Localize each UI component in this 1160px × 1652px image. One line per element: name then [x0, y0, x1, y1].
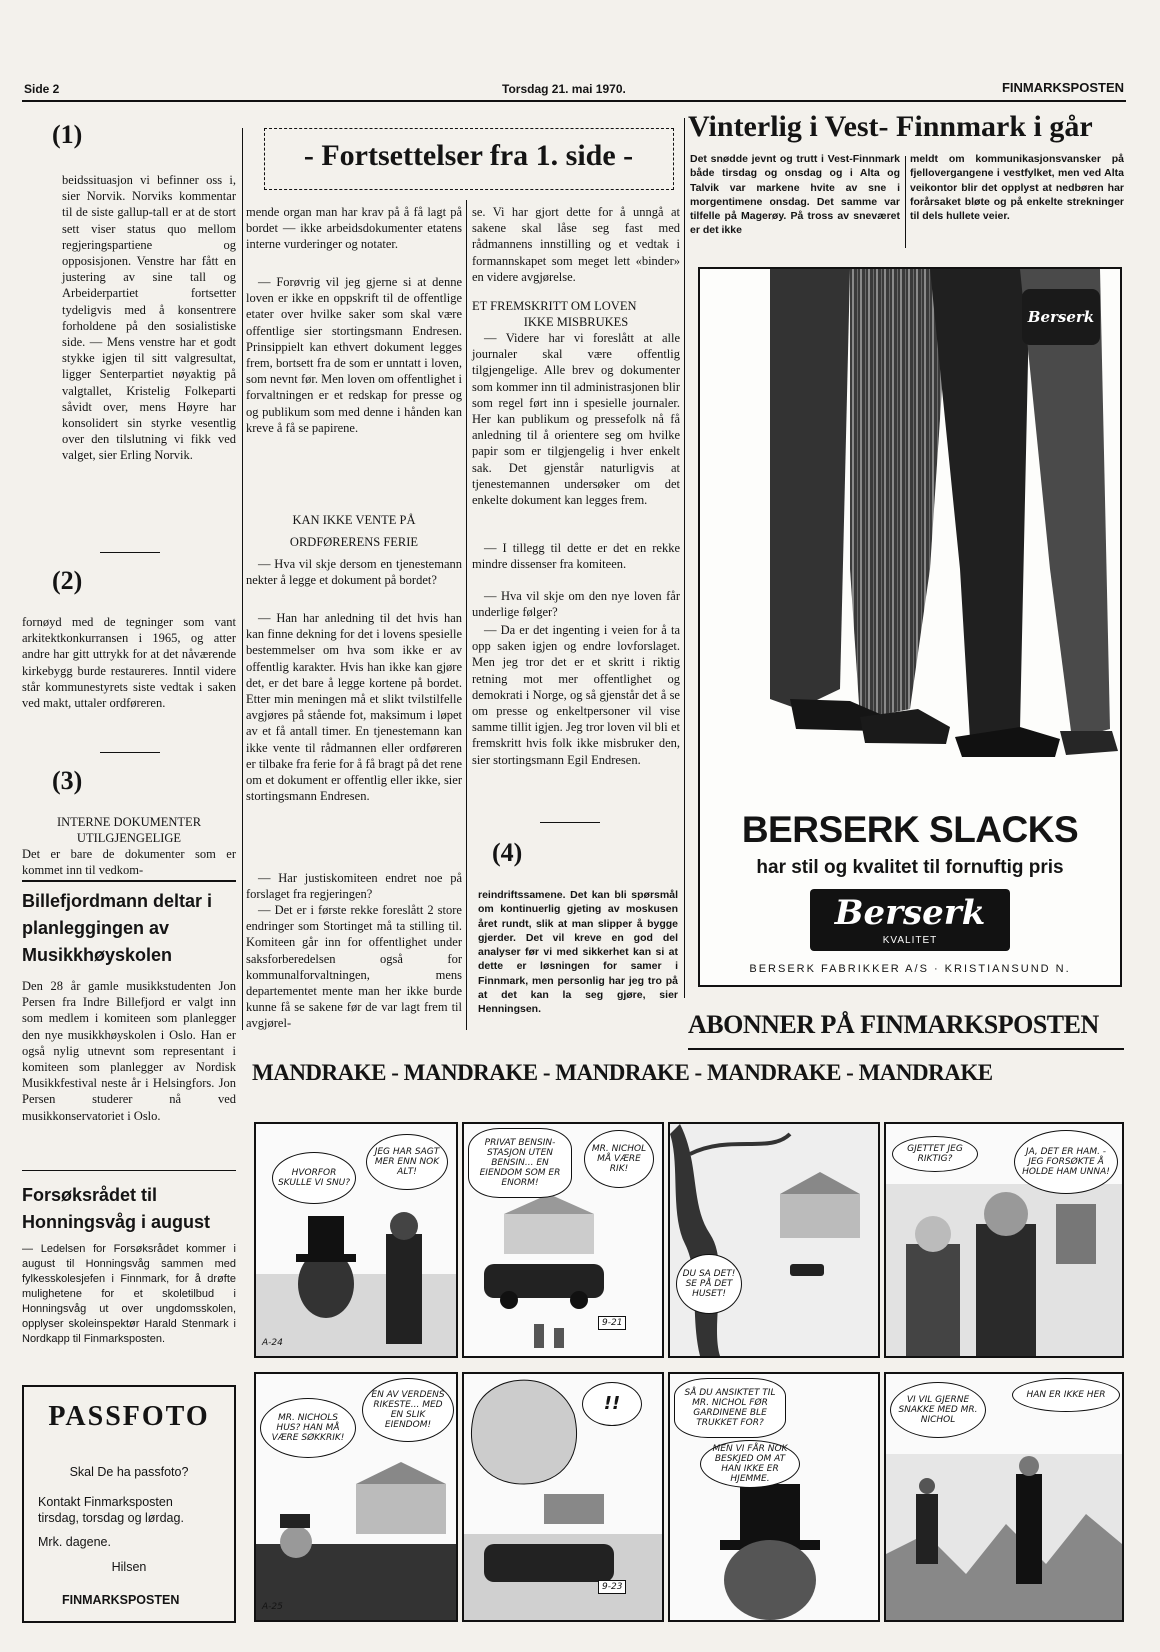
paper-name: FINMARKSPOSTEN — [1001, 80, 1124, 95]
trousers-photo — [700, 269, 1120, 809]
panel-art — [670, 1124, 878, 1356]
panel-code: A-24 — [262, 1338, 283, 1348]
passfoto-line2: Kontakt Finmarksposten — [38, 1495, 173, 1509]
subhead-interne: INTERNE DOKUMENTER — [56, 815, 202, 829]
ad-footer: BERSERK FABRIKKER A/S · KRISTIANSUND N. — [749, 963, 1071, 975]
passfoto-line5: Hilsen — [111, 1560, 147, 1574]
column-rule — [905, 156, 906, 248]
passfoto-title: PASSFOTO — [48, 1401, 210, 1432]
abonner-banner: ABONNER PÅ FINMARKSPOSTEN — [688, 1010, 1099, 1039]
article-forsoksradet: — Ledelsen for Forsøksrådet kommer i august til Honningsvåg sammen med fylkesskolesjefen i Finnmark, for å drøfte mulighetene for et skoletilbud i Honningsvåg ut over ungdomsskolen, opplyser skoleinspektør Harald Stenmark i Nordkapp til Finmarksposten. — [22, 1243, 236, 1345]
column-rule — [242, 128, 243, 1030]
continuation-2-text: fornøyd med de tegninger som vant arkitektkonkurransen i 1965, og atter andre har gitt uttrykk for at det nåværende kirkebygg burde restaureres. Inntil videre står kommunestyrets siste vedtak i saken ved makt, uttaler ordføreren. — [22, 615, 236, 711]
berserk-logo-big — [810, 889, 1010, 951]
speech-bubble: JA, DET ER HAM. - JEG FORSØKTE Å HOLDE HAM UNNA! — [1014, 1130, 1118, 1194]
berserk-logo-sub: KVALITET — [882, 935, 938, 946]
vinterlig-text-left: Det snødde jevnt og trutt i Vest-Finnmark både tirsdag og onsdag og i Alta og Talvik var markene hvite av sne i morgentimene onsdag. Det samme var tilfelle på Magerøy. På tross av sneværet er det ikke — [690, 153, 900, 237]
masthead-rule — [22, 100, 1126, 102]
panel-code: 9-23 — [598, 1580, 626, 1594]
fortsettelse-colA-5: — Har justiskomiteen endret noe på forslaget fra regjeringen? — [246, 871, 462, 902]
section-number-2: (2) — [52, 566, 83, 595]
ad-tagline: har stil og kvalitet til fornuftig pris — [756, 857, 1064, 878]
passfoto-line6: FINMARKSPOSTEN — [62, 1593, 180, 1607]
berserk-logo-small: Berserk — [1022, 289, 1100, 345]
passfoto-ad — [22, 1385, 236, 1623]
comic-panel-6 — [462, 1372, 664, 1622]
fortsettelser-title: - Fortsettelser fra 1. side - — [303, 139, 634, 172]
speech-bubble: HVORFOR SKULLE VI SNU? — [272, 1152, 356, 1204]
abonner-rule — [688, 1048, 1124, 1050]
speech-bubble: DU SA DET! SE PÅ DET HUSET! — [676, 1254, 742, 1314]
passfoto-line4: Mrk. dagene. — [38, 1535, 111, 1549]
comic-panel-8 — [884, 1372, 1124, 1622]
divider — [22, 880, 236, 882]
page-number: Side 2 — [24, 82, 60, 96]
headline-billefjordmann: Billefjordmann deltar i planleggingen av Musikkhøyskolen — [22, 891, 213, 965]
ad-headline: BERSERK SLACKS — [741, 809, 1079, 850]
fortsettelse-colB-6: reindriftssamene. Det kan bli spørsmål om kontinuerlig gjeting av moskusen året rundt, slik at man slipper å bygge gjerder. Det vil kreve en god del analyser før vi med sikkerhet kan si at dette er løsningen for samer i Finnmark, men personlig har jeg tro på at det kan la seg gjøre, sier Henningsen. — [478, 889, 678, 1016]
subhead-fremskritt: ET FREMSKRITT OM LOVEN — [472, 299, 637, 313]
fortsettelse-colB-3: — I tillegg til dette er det en rekke mindre dissenser fra komiteen. — [472, 541, 680, 572]
speech-bubble: !! — [582, 1382, 642, 1426]
panel-code: 9-21 — [598, 1316, 626, 1330]
speech-bubble: PRIVAT BENSIN-STASJON UTEN BENSIN... EN EIENDOM SOM ER ENORM! — [468, 1128, 572, 1198]
divider — [100, 552, 160, 553]
speech-bubble: MR. NICHOL MÅ VÆRE RIK! — [584, 1130, 654, 1188]
subhead-utilgjengelige: UTILGJENGELIGE — [76, 831, 182, 845]
speech-bubble: VI VIL GJERNE SNAKKE MED MR. NICHOL — [890, 1382, 986, 1438]
fortsettelse-colA-1: mende organ man har krav på å få lagt på bordet — ikke arbeidsdokumenter etatens interne vurderinger og notater. — [246, 205, 462, 252]
section-number-3: (3) — [52, 766, 83, 795]
berserk-ad — [698, 267, 1122, 987]
comic-title: MANDRAKE - MANDRAKE - MANDRAKE - MANDRAKE - MANDRAKE — [252, 1060, 993, 1085]
speech-bubble: HAN ER IKKE HER — [1012, 1378, 1120, 1412]
fortsettelse-colA-3: — Hva vil skje dersom en tjenestemann nekter å legge et dokument på bordet? — [246, 557, 462, 588]
comic-panel-5 — [254, 1372, 458, 1622]
subhead-ordforerens-ferie: ORDFØRERENS FERIE — [289, 535, 419, 549]
section-number-1: (1) — [52, 120, 83, 149]
speech-bubble: GJETTET JEG RIKTIG? — [892, 1136, 978, 1172]
comic-panel-1 — [254, 1122, 458, 1358]
comic-panel-7 — [668, 1372, 880, 1622]
divider — [100, 752, 160, 753]
passfoto-line1: Skal De ha passfoto? — [69, 1465, 189, 1479]
comic-panel-2 — [462, 1122, 664, 1358]
speech-bubble: JEG HAR SAGT MER ENN NOK ALT! — [366, 1134, 448, 1190]
issue-date: Torsdag 21. mai 1970. — [502, 82, 626, 96]
divider — [540, 822, 600, 823]
section-number-4: (4) — [492, 838, 523, 867]
column-rule — [684, 118, 685, 998]
column-rule — [466, 200, 467, 1030]
berserk-logo-text: Berserk — [834, 893, 986, 933]
continuation-1-text: beidssituasjon vi befinner oss i, sier Norvik. Norviks kommentar til de siste gallup-tall er at de stort sett viser status quo mellom regjeringspartiene og opposisjonen. Venstre har fått en justering av sine tall og Arbeiderpartiet fortsetter tydeligvis med å konsentrere forholdene på den sosialistiske side. — Mens venstre har et godt stykke igjen til sitt valgresultat, ligger Senterpartiet nøyaktig på valgtallet, Kristelig Folkeparti såvidt over, mens Høyre har konsolidert sin styrke vesentlig over den tilslutning vi fikk ved valget, sier Erling Norvik. — [62, 173, 236, 463]
speech-bubble: MEN VI FÅR NOK BESKJED OM AT HAN IKKE ER HJEMME. — [700, 1440, 800, 1488]
fortsettelse-colA-4: — Han har anledning til det hvis han kan finne dekning for det i lovens spesielle bestemmelser om hva som ikke er av offentlig karakter. Hvis han ikke kan gjøre det, er det bare å legge kortene på bordet. Etter min meningen må et slikt tvilstilfelle avgjøres på stående fot, maksimum i løpet av et få antall timer. En tjenestemann kan ikke vente til rådmannen eller ordføreren er tilbake fra ferie for å få bragt på det rene om et dokument er offentlig eller ikke, sier stortingsmann Endresen. — [246, 611, 462, 804]
panel-code: A-25 — [262, 1602, 283, 1612]
vinterlig-text-right: meldt om kommunikasjonsvansker på fjellovergangene i vestfylket, men ved Alta veikontor blir det opplyst at nedbøren har forårsaket bløte og på enkelte strekninger til dels hullete veier. — [910, 153, 1124, 223]
fortsettelse-colB-4: — Hva vil skje om den nye loven får underlige følger? — [472, 589, 680, 620]
fortsettelse-colB-1: se. Vi har gjort dette for å unngå at sakene skal låse seg fast med rådmannens innstilling og et vedtak i formannskapet som meget lett «binder» en videre avgjørelse. — [472, 205, 680, 284]
passfoto-line3: tirsdag, torsdag og lørdag. — [38, 1511, 184, 1525]
subhead-misbrukes: IKKE MISBRUKES — [523, 315, 629, 329]
divider — [22, 1170, 236, 1171]
speech-bubble: EN AV VERDENS RIKESTE... MED EN SLIK EIENDOM! — [362, 1378, 454, 1442]
subhead-kan-ikke-vente: KAN IKKE VENTE PÅ — [292, 513, 416, 527]
continuation-3-text: Det er bare de dokumenter som er kommet inn til vedkom- — [22, 847, 236, 878]
comic-panel-3 — [668, 1122, 880, 1358]
fortsettelse-colB-2: — Videre har vi foreslått at alle journaler skal være offentlig tilgjengelige. Alle brev og dokumenter som kommer inn til administrasjonen blir som regel ført inn i spesielle journaler. Her kan publikum og pressefolk nå få anledning til å orientere seg om hvilke papir som er tilgjengelig i hver enkelt sak. Det gjenstår naturligvis at tjenestemannen undersøker om det enkelte dokument kan legges frem. — [472, 331, 680, 508]
speech-bubble: SÅ DU ANSIKTET TIL MR. NICHOL FØR GARDINENE BLE TRUKKET FOR? — [674, 1378, 786, 1438]
fortsettelse-colA-2: — Forøvrig vil jeg gjerne si at denne loven er ikke en oppskrift til de offentlige etater over hvilke saker som skal være offentlige sier stortingsmann Endresen. Prinsippielt kan ethvert dokument legges frem, bortsett fra de som er unntatt i loven, som nevnt før. Men loven om offentlighet i forvaltningen er et redskap for presse og og publikum som med denne i hånden kan kreve å få se papirene. — [246, 275, 462, 435]
fortsettelser-box — [264, 128, 674, 190]
headline-vinterlig: Vinterlig i Vest- Finnmark i går — [688, 110, 1093, 143]
article-billefjordmann: Den 28 år gamle musikkstudenten Jon Persen fra Indre Billefjord er valgt inn som medlem i komiteen som planlegger den nye musikkhøyskolen i Oslo. Han er også nylig utnevnt som representant i komiteen som planlegger av Nordisk Musikkfestival neste år i Helsingfors. Jon Persen studerer nå ved musikkonservatoriet i Oslo. — [22, 979, 236, 1123]
speech-bubble: MR. NICHOLS HUS? HAN MÅ VÆRE SØKKRIK! — [260, 1398, 356, 1458]
fortsettelse-colB-5: — Da er det ingenting i veien for å ta opp saken igjen og endre lovforslaget. Men jeg tror det er et skritt i riktig retning mot mer offentlighet og demokrati i Norge, og så gjenstår det å se om presse og enkeltpersoner vil vise samme tillit igjen. Jeg tror loven vil bli et fremskritt hvis folk ikke misbruker den, sier stortingsmann Egil Endresen. — [472, 623, 680, 767]
fortsettelse-colA-6: — Det er i første rekke foreslått 2 store endringer som Stortinget må ta stilling til. Komiteen går inn for offentlighet under saksforberedelsen også for kommunalforvaltningen, mens departementet mente man her ikke burde kunne få se sakene før de var lagt frem til avgjørel- — [246, 903, 462, 1031]
headline-forsoksradet: Forsøksrådet til Honningsvåg i august — [22, 1185, 211, 1232]
comic-panel-4 — [884, 1122, 1124, 1358]
